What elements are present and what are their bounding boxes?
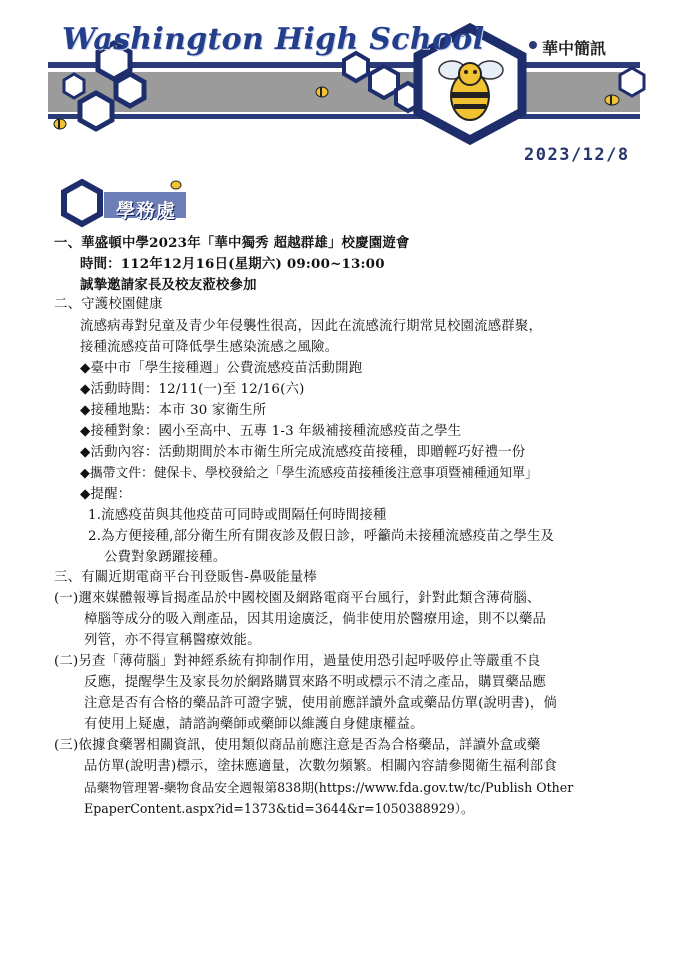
hexagon-decor (370, 66, 398, 98)
flu-bullet: ◆提醒： (80, 487, 132, 502)
title-dot (529, 41, 537, 49)
paragraph-line-link[interactable]: 品藥物管理署-藥物食品安全週報第838期(https://www.fda.gov.tw/tc/Publish Other (84, 780, 574, 795)
flu-bullet: ◆活動內容：活動期間於本市衛生所完成流感疫苗接種，即贈輕巧好禮一份 (80, 445, 526, 460)
flu-reminder: 2.為方便接種,部分衛生所有開夜診及假日診，呼籲尚未接種流感疫苗之學生及 (88, 529, 555, 544)
paragraph-line: 有使用上疑慮，請諮詢藥師或藥師以維護自身健康權益。 (84, 717, 424, 732)
hexagon-decor (116, 74, 144, 106)
newsletter-name: 華中簡訊 (542, 39, 607, 58)
section3-heading: 三、有關近期電商平台刊登販售-鼻吸能量棒 (54, 570, 317, 585)
paragraph-line: (二)另查「薄荷腦」對神經系統有抑制作用，過量使用恐引起呼吸停止等嚴重不良 (54, 654, 541, 669)
office-hexagon-icon (64, 182, 100, 224)
flu-bullet: ◆臺中市「學生接種週」公費流感疫苗活動開跑 (80, 361, 363, 376)
hexagon-decor (620, 68, 644, 96)
paragraph-line: 注意是否有合格的藥品許可證字號，使用前應詳讀外盒或藥品仿單(說明書)，倘 (84, 696, 557, 711)
banner-band-stripe-2 (48, 114, 640, 119)
paragraph-line: 品仿單(說明書)標示，塗抹應適量，次數勿頻繁。相關內容請參閱衛生福利部食 (84, 759, 557, 774)
small-bee-icon (605, 95, 619, 105)
school-title: Washington High School (62, 22, 485, 57)
flu-bullet: ◆攜帶文件：健保卡、學校發給之「學生流感疫苗接種後注意事項暨補種通知單」 (80, 466, 538, 481)
hexagon-decor (344, 53, 368, 81)
flu-intro: 流感病毒對兒童及青少年侵襲性很高，因此在流感流行期常見校園流感群聚， (80, 319, 543, 334)
flu-bullet: ◆接種地點：本市 30 家衛生所 (80, 403, 267, 418)
paragraph-line: 反應，提醒學生及家長勿於網路購買來路不明或標示不清之產品，購買藥品應 (84, 675, 547, 690)
hexagon-decor (80, 93, 112, 129)
section1-heading: 一、華盛頓中學2023年「華中獨秀 超越群雄」校慶園遊會 (54, 235, 410, 251)
issue-date: 2023/12/8 (524, 145, 630, 165)
paragraph-line: (一)邇來媒體報導旨揭產品於中國校園及網路電商平台風行，針對此類含薄荷腦、 (54, 591, 541, 606)
flu-bullet: ◆活動時間：12/11(一)至 12/16(六) (80, 382, 305, 397)
small-bee-icon (316, 87, 328, 97)
office-bee-icon (171, 181, 181, 189)
office-label: 學務處 (116, 200, 177, 222)
event-invitation: 誠摯邀請家長及校友蒞校參加 (80, 277, 257, 293)
flu-bullet: ◆接種對象：國小至高中、五專 1-3 年級補接種流感疫苗之學生 (80, 424, 462, 439)
flu-intro: 接種流感疫苗可降低學生感染流感之風險。 (80, 340, 339, 355)
flu-reminder: 1.流感疫苗與其他疫苗可同時或間隔任何時間接種 (88, 508, 387, 523)
section2-heading: 二、守護校園健康 (54, 297, 163, 312)
hexagon-decor (64, 74, 84, 98)
paragraph-line: 列管，亦不得宣稱醫療效能。 (84, 633, 261, 648)
paragraph-line: (三)依據食藥署相關資訊，使用類似商品前應注意是否為合格藥品，詳讀外盒或藥 (54, 738, 541, 753)
event-time: 時間：112年12月16日(星期六) 09:00~13:00 (80, 256, 385, 272)
small-bee-icon (54, 119, 66, 129)
paragraph-line-link[interactable]: EpaperContent.aspx?id=1373&tid=3644&r=1050388929）。 (84, 801, 474, 816)
paragraph-line: 樟腦等成分的吸入劑產品，因其用途廣泛，倘非使用於醫療用途，則不以藥品 (84, 612, 547, 627)
flu-reminder: 公費對象踴躍接種。 (104, 550, 227, 565)
